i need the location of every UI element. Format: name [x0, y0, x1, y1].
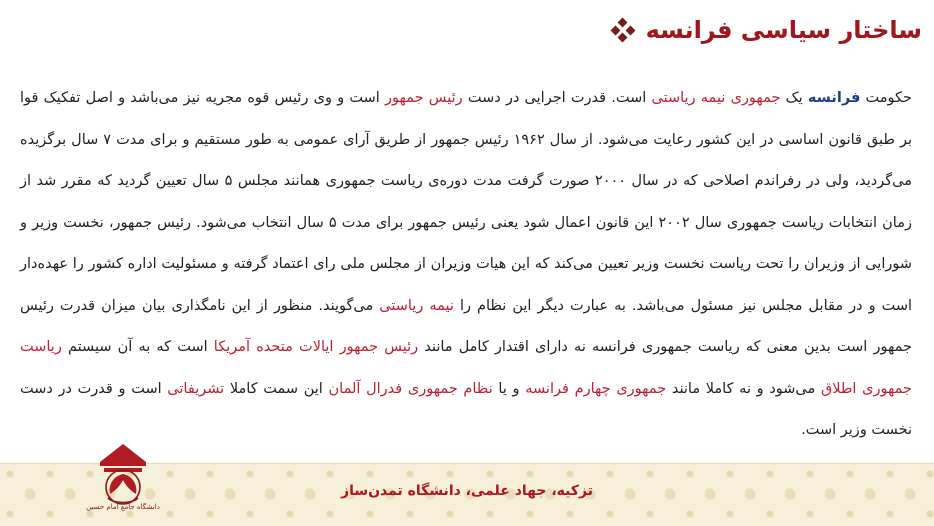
highlighted-term: جمهوری [730, 90, 781, 106]
highlighted-term: رئیس جمهور ایالات متحده آمریکا [213, 339, 419, 355]
highlighted-term: ریاست جمهوری اطلاق [20, 339, 912, 397]
body-text-run: است که به آن سیستم [61, 339, 214, 355]
highlighted-term: رئیس جمهور [385, 90, 463, 106]
body-text-run: و یا [492, 380, 526, 397]
body-text-run: می‌گویند. منظور از این نامگذاری بیان میزان قدرت رئیس جمهور است بدین معنی که ریاست جمهوری فرانسه نه دارای اقتدار کامل مانند [20, 297, 913, 355]
highlighted-term: نیمه ریاستی [651, 90, 726, 106]
highlighted-term: تشریفاتی [167, 380, 225, 397]
body-text-run: حکومت [860, 90, 913, 106]
footer-credit: تزکیه، جهاد علمی، دانشگاه تمدن‌ساز [341, 483, 593, 499]
highlighted-term: نظام جمهوری فدرال آلمان [328, 380, 493, 397]
logo-caption: دانشگاه جامع امام حسین [86, 503, 160, 511]
body-text-run: است. قدرت اجرایی در دست [462, 90, 652, 106]
slide-title: ساختار سیاسی فرانسه [645, 16, 922, 44]
university-emblem-icon [92, 440, 154, 508]
body-text-run: می‌شود و نه کاملا مانند [666, 380, 821, 397]
highlighted-term: فرانسه [807, 90, 861, 106]
body-text-run: یک [780, 90, 808, 106]
body-text-run: این سمت کاملا [224, 380, 329, 397]
diamond-cluster-icon [612, 19, 634, 41]
body-paragraph [20, 78, 912, 452]
title-row [612, 10, 922, 50]
highlighted-term: جمهوری چهارم فرانسه [525, 380, 667, 397]
body-text-run: است و قدرت در دست نخست وزیر است. [20, 380, 912, 438]
highlighted-term: نیمه ریاستی [379, 297, 454, 314]
body-text-run: است و وی رئیس قوه مجریه نیز می‌باشد و اصل تفکیک قوا بر طبق قانون اساسی در این کشور رعایت می‌شود. از سال ۱۹۶۲ رئیس جمهور از طریق آرای عمومی به طور مستقیم و برای مدت ۷ سال برگزیده می‌گردید، ولی در رفراندم اصلاحی که در سال ۲۰۰۰ صورت گرفت مدت دوره‌ی ریاست جمهوری همانند مجلس ۵ سال تعیین گردید که مقرر شد از زمان انتخابات ریاست جمهوری سال ۲۰۰۲ این قانون اعمال شود یعنی رئیس جمهور برای مدت ۵ سال انتخاب می‌شود. رئیس جمهور، نخست وزیر و شورایی از وزیران را تحت ریاست نخست وزیر تعیین می‌کند که این هیات وزیران از مجلس ملی رای اعتماد گرفته و مسئولیت اداره کشور را عهده‌دار است و در مقابل مجلس نیز مسئول می‌باشد. به عبارت دیگر این نظام را [20, 90, 913, 314]
